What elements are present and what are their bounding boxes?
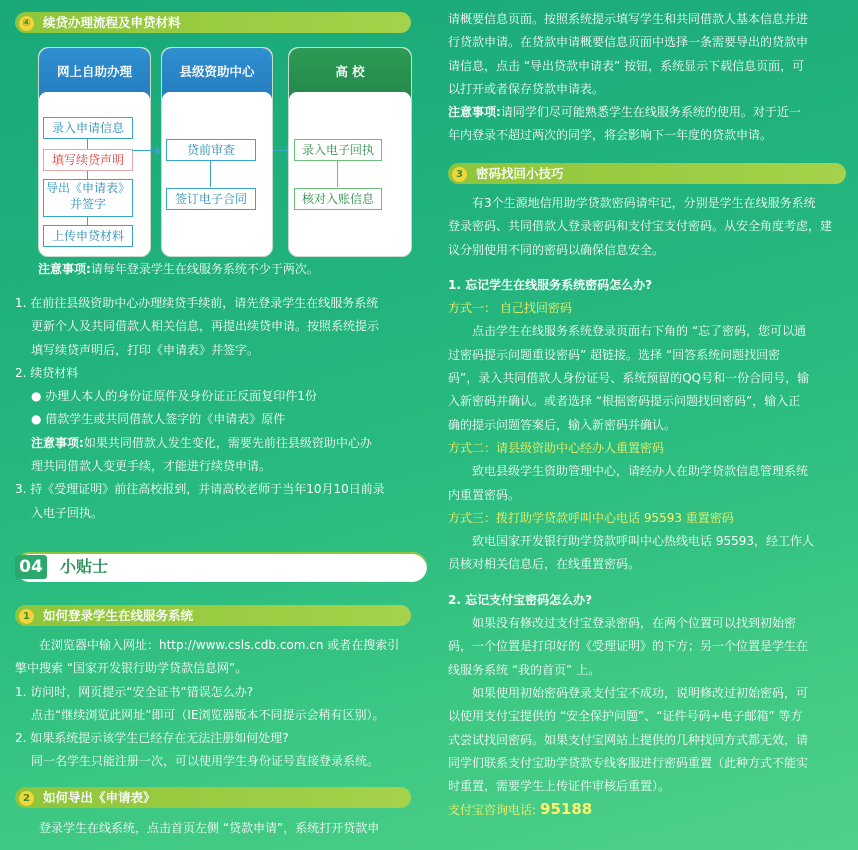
renewal-list: 1. 在前往县级资助中心办理续贷手续前，请先登录学生在线服务系统 更新个人及共同借款人相关信息，再提出续贷申请。按照系统提示 填写续贷声明后，打印《申请表》并签字。 2. 续贷材料 ● 办理人本人的身份证原件及身份证正反面复印件1份 ● 借款学生或共同借款人签字的《申请表》原件 注意事项:如果共同借款人发生变化，需要先前往县级资助中心办 理共同借款人变更手续，才能进行续贷申请。 3. 持《受理证明》前往高校报到，并请高校老师于当年10月10日前录 入电子回执。 — [15, 296, 385, 520]
section-title: 续贷办理流程及申贷材料 — [43, 15, 181, 30]
section-number-badge: ④ — [19, 16, 34, 31]
flow-panel-header: 高 校 — [289, 48, 411, 103]
tips-title: 小贴士 — [60, 557, 109, 576]
flow-step: 录入申请信息 — [43, 117, 133, 139]
export-continued: 请概要信息页面。按照系统提示填写学生和共同借款人基本信息并进 行贷款申请。在贷款申请概要信息页面中选择一条需要导出的贷款申 请信息，点击 “导出贷款申请表” 按钮，系统显示下载信息页面，可 以打开或者保存贷款申请表。 注意事项:请同学们尽可能熟悉学生在线服务系统的使用。对于近一 年内登录不超过两次的同学，将会影响下一年度的贷款申请。 — [448, 12, 809, 143]
login-help: 在浏览器中输入网址：http://www.csls.cdb.com.cn 或者在搜索引 擎中搜索 “国家开发银行助学贷款信息网”。 1. 访问时，网页提示“安全证书”错误怎么办? 点击“继续浏览此网址”即可（IE浏览器版本不同提示会稍有区别）。 2. 如果系统提示该学生已经存在无法注册如何处理? 同一名学生只能注册一次，可以使用学生身份证号直接登录系统。 — [15, 638, 400, 769]
flow-panel-header: 县级资助中心 — [162, 48, 272, 103]
flow-step-line: 导出《申请表》 — [45, 181, 130, 195]
flow-step-export — [43, 179, 133, 217]
section-header-renewal — [15, 12, 411, 33]
flow-step: 上传申贷材料 — [43, 225, 133, 247]
password-help: 有3个生源地信用助学贷款密码请牢记，分别是学生在线服务系统 登录密码、共同借款人登录密码和支付宝支付密码。从安全角度考虑，建 议分别使用不同的密码以确保信息安全。 1. 忘记学生在线服务系统密码怎么办? 方式一： 自己找回密码 点击学生在线服务系统登录页面右下角的 “忘了密码，您可以通 过密码提示问题重设密码” 超链接。选择 “回答系统问题找回密 码”，录入共同借款人身份证号、系统预留的QQ号和一份合同号，输 入新密码并确认。或者选择 “根据密码提示问题找回密码”，输入正 确的提示问题答案后，输入新密码并确认。 方式二：请县级资助中心经办人重置密码 致电县级学生资助管理中心，请经办人在助学贷款信息管理系统 内重置密码。 方式三：拨打助学贷款呼叫中心电话 95593 重置密码 致电国家开发银行助学贷款呼叫中心热线电话 95593，经工作人 员核对相关信息后，在线重置密码。 2. 忘记支付宝密码怎么办? 如果没有修改过支付宝登录密码，在两个位置可以找到初始密 码，一个位置是打印好的《受理证明》的下方；另一个位置是学生在 线服务系统 “我的首页” 上。 如果使用初始密码登录支付宝不成功，说明修改过初始密码，可 以使用支付宝提供的 “安全保护问题”、“证件号码+电子邮箱” 等方 式尝试找回密码。如果支付宝网站上提供的几种找回方式都无效，请 同学们联系支付宝助学贷款专线客服进行密码重置（此种方式不能实 时重置，需要学生上传证件审核后重置）。 支付宝咨询电话: 95188 — [448, 192, 852, 823]
flow-note: 注意事项:请每年登录学生在线服务系统不少于两次。 — [38, 262, 319, 276]
flow-step: 贷前审查 — [166, 139, 256, 161]
flow-step: 核对入账信息 — [294, 188, 382, 210]
section-header-password: 3 密码找回小技巧 — [448, 163, 846, 184]
alipay-hotline: 支付宝咨询电话: 95188 — [448, 800, 593, 819]
flow-panel-header: 网上自助办理 — [39, 48, 150, 103]
flow-step-line: 并签字 — [69, 197, 106, 211]
tips-number: 04 — [15, 555, 47, 579]
flow-step: 填写续贷声明 — [43, 149, 133, 171]
flow-step: 签订电子合同 — [166, 188, 256, 210]
section-header-login: 1 如何登录学生在线服务系统 — [15, 605, 411, 626]
export-text: 登录学生在线系统，点击首页左侧 “贷款申请”，系统打开贷款申 — [39, 821, 380, 835]
section-header-export: 2 如何导出《申请表》 — [15, 787, 411, 808]
flow-step: 录入电子回执 — [294, 139, 382, 161]
